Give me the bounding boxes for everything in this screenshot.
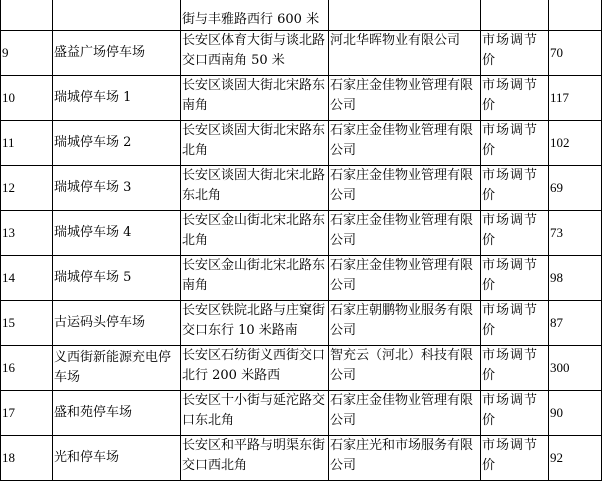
- cell-operator: 河北华晖物业有限公司: [329, 31, 481, 76]
- cell-location: 长安区十小街与延沱路交口东北角: [181, 391, 329, 436]
- table-row-continued: [1, 0, 602, 31]
- cell-spaces: 300: [549, 346, 602, 391]
- table-row: [1, 31, 602, 76]
- cell-operator: 石家庄金佳物业管理有限公司: [329, 121, 481, 166]
- cell-operator: 石家庄金佳物业管理有限公司: [329, 166, 481, 211]
- cell-name: 瑞城停车场 2: [53, 121, 181, 166]
- cell-number: 14: [1, 256, 53, 301]
- cell-name: 盛和苑停车场: [53, 391, 181, 436]
- cell-number: 16: [1, 346, 53, 391]
- cell-pricing: 市场调节价: [481, 31, 549, 76]
- cell-name: 盛益广场停车场: [53, 31, 181, 76]
- table-row: [1, 256, 602, 301]
- cell-name: 瑞城停车场 1: [53, 76, 181, 121]
- cell-location: 长安区和平路与明渠东街交口西北角: [181, 436, 329, 481]
- cell-pricing: 市场调节价: [481, 436, 549, 481]
- cell-operator: 石家庄朝鹏物业服务有限公司: [329, 301, 481, 346]
- cell-spaces: 90: [549, 391, 602, 436]
- cell-operator: 智充云（河北）科技有限公司: [329, 346, 481, 391]
- cell-number: 13: [1, 211, 53, 256]
- cell-pricing: 市场调节价: [481, 346, 549, 391]
- cell-spaces: 87: [549, 301, 602, 346]
- cell-pricing: 市场调节价: [481, 301, 549, 346]
- cell-location: 长安区谈固大街北宋路东南角: [181, 76, 329, 121]
- cell-number: 15: [1, 301, 53, 346]
- cell-spaces: 98: [549, 256, 602, 301]
- cell-location: 长安区金山街北宋北路东南角: [181, 256, 329, 301]
- cell-spaces: 92: [549, 436, 602, 481]
- table-row: [1, 76, 602, 121]
- cell-operator: 石家庄金佳物业管理有限公司: [329, 391, 481, 436]
- cell-number: 11: [1, 121, 53, 166]
- cell-number: 18: [1, 436, 53, 481]
- cell-number: 12: [1, 166, 53, 211]
- cell-pricing: 市场调节价: [481, 256, 549, 301]
- cell-operator: 石家庄金佳物业管理有限公司: [329, 211, 481, 256]
- cell-name: 瑞城停车场 4: [53, 211, 181, 256]
- cell-location: 长安区金山街北宋北路东北角: [181, 211, 329, 256]
- cell-location: 长安区谈固大街北宋路东北角: [181, 121, 329, 166]
- cell-name: 瑞城停车场 5: [53, 256, 181, 301]
- cell-location: 长安区谈固大街北宋北路东北角: [181, 166, 329, 211]
- cell-operator: 石家庄金佳物业管理有限公司: [329, 256, 481, 301]
- cell-pricing: 市场调节价: [481, 211, 549, 256]
- cell-spaces: 117: [549, 76, 602, 121]
- cell-pricing: 市场调节价: [481, 391, 549, 436]
- cell-pricing: 市场调节价: [481, 76, 549, 121]
- cell-pricing: 市场调节价: [481, 121, 549, 166]
- cell-location: 长安区铁院北路与庄窠街交口东行 10 米路南: [181, 301, 329, 346]
- cell-spaces: 102: [549, 121, 602, 166]
- cell-name: 义西街新能源充电停车场: [53, 346, 181, 391]
- cell-spaces: [549, 0, 602, 31]
- table-row: [1, 436, 602, 481]
- cell-name: 古运码头停车场: [53, 301, 181, 346]
- cell-number: 9: [1, 31, 53, 76]
- cell-spaces: 73: [549, 211, 602, 256]
- cell-location: 长安区石纺街义西街交口北行 200 米路西: [181, 346, 329, 391]
- cell-operator: 石家庄光和市场服务有限公司: [329, 436, 481, 481]
- table-row: [1, 346, 602, 391]
- cell-number: [1, 0, 53, 31]
- cell-name: 光和停车场: [53, 436, 181, 481]
- cell-pricing: 市场调节价: [481, 166, 549, 211]
- cell-operator: 石家庄金佳物业管理有限公司: [329, 76, 481, 121]
- cell-operator: [329, 0, 481, 31]
- cell-spaces: 69: [549, 166, 602, 211]
- cell-number: 17: [1, 391, 53, 436]
- table-row: [1, 301, 602, 346]
- cell-spaces: 70: [549, 31, 602, 76]
- table-row: [1, 391, 602, 436]
- cell-location: 长安区体育大街与谈北路交口西南角 50 米: [181, 31, 329, 76]
- cell-location: 街与丰雅路西行 600 米: [181, 0, 329, 31]
- cell-number: 10: [1, 76, 53, 121]
- cell-name: 瑞城停车场 3: [53, 166, 181, 211]
- table-row: [1, 211, 602, 256]
- table-row: [1, 121, 602, 166]
- table-row: [1, 166, 602, 211]
- cell-name: [53, 0, 181, 31]
- cell-pricing: [481, 0, 549, 31]
